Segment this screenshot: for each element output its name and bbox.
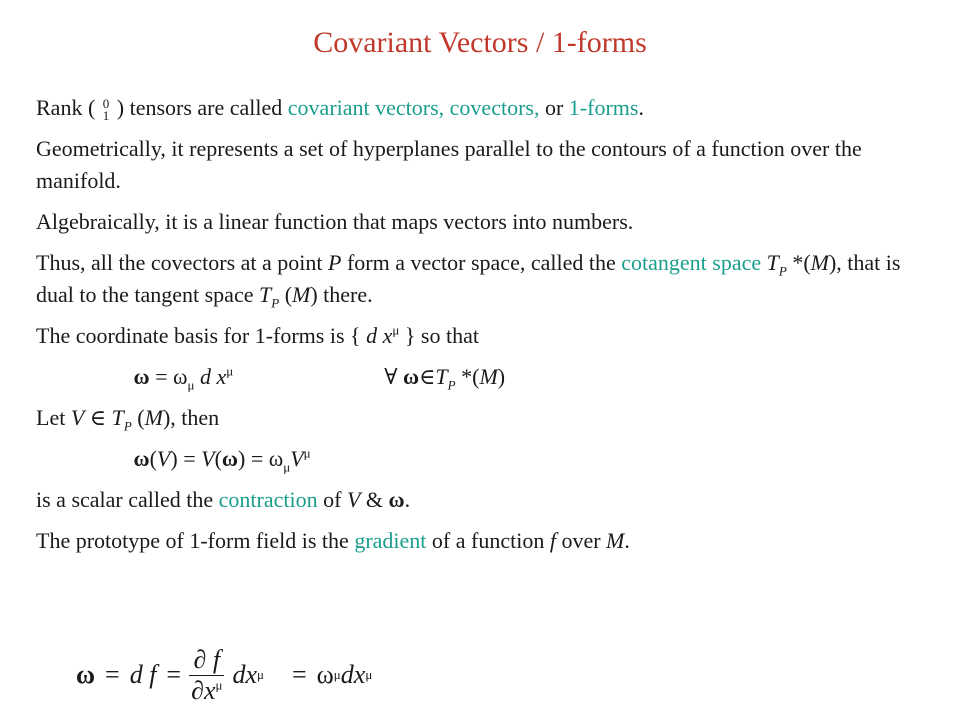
partial-derivative-fraction <box>187 644 226 705</box>
symbol-v: V <box>70 405 85 430</box>
fraction-numerator: ∂ f <box>189 647 224 676</box>
term-gradient: gradient <box>354 528 427 553</box>
symbol-v: V <box>346 487 361 512</box>
differential-df: d f <box>129 660 157 689</box>
text: The coordinate basis for 1-forms is { <box>36 323 367 348</box>
paragraph-cotangent <box>36 247 916 311</box>
symbol-m: M <box>144 405 163 430</box>
symbol-v: V <box>201 446 215 471</box>
element-of-symbol: ∈ <box>89 405 107 430</box>
text: . <box>404 487 411 512</box>
slide-title: Covariant Vectors / 1-forms <box>313 26 647 59</box>
basis-dx: d x <box>199 364 227 389</box>
text: is a scalar called the <box>36 487 214 512</box>
text: } so that <box>399 323 479 348</box>
basis-dx: d x <box>366 323 393 348</box>
text: The prototype of 1-form field is the <box>36 528 349 553</box>
omega-symbol: ω <box>133 446 150 471</box>
paragraph-geometric: Geometrically, it represents a set of hyperplanes parallel to the contours of a function over the manifold. <box>36 136 862 193</box>
rank-upper: 0 <box>102 95 110 111</box>
text: over <box>561 528 601 553</box>
symbol-f: f <box>549 528 556 553</box>
equals-sign: = <box>292 660 307 689</box>
tensor-rank-index <box>102 95 110 123</box>
symbol-t: T <box>766 250 779 275</box>
point-p: P <box>328 250 342 275</box>
subscript-mu: μ <box>187 377 195 393</box>
text: of <box>323 487 342 512</box>
omega-symbol: ω <box>403 364 420 389</box>
rank-lower: 1 <box>102 107 110 123</box>
subscript-p: P <box>123 418 132 434</box>
text: ) there. <box>310 282 373 307</box>
symbol-v: V <box>290 446 304 471</box>
subscript-p: P <box>271 295 280 311</box>
omega-symbol: ω <box>76 660 96 689</box>
slide-body <box>36 92 916 566</box>
element-of-symbol: ∈ <box>419 364 436 389</box>
equals-sign: = <box>105 660 120 689</box>
symbol-m: M <box>606 528 625 553</box>
subscript-p: P <box>778 263 787 279</box>
text: ) <box>170 446 178 471</box>
text: . <box>624 528 630 553</box>
superscript-mu: μ <box>392 322 400 338</box>
paragraph-rank-definition <box>36 92 916 124</box>
omega-component: ω <box>173 364 188 389</box>
superscript-mu: μ <box>215 676 223 692</box>
formula-gradient: ω = d f = $\frac{\partial f}{\partial x^\mu}$ dx μ = ω μ dx μ <box>76 644 373 705</box>
term-cotangent-space: cotangent space <box>621 250 762 275</box>
text: of a function <box>431 528 545 553</box>
text: ), that is dual to the tangent space <box>36 250 901 307</box>
text: . <box>638 95 644 120</box>
symbol-m: M <box>292 282 311 307</box>
text: ( <box>214 446 222 471</box>
equals-sign: = <box>183 446 196 471</box>
equals-sign: = <box>166 660 182 689</box>
text: *( <box>461 364 480 389</box>
text: ) tensors are called <box>116 95 283 120</box>
paragraph-gradient <box>36 525 916 557</box>
symbol-m: M <box>810 250 829 275</box>
fraction-denominator <box>187 676 226 704</box>
text: Thus, all the covectors at a point <box>36 250 323 275</box>
subscript-p: P <box>447 377 456 393</box>
equation-omega-expansion <box>36 361 916 393</box>
text: ) <box>238 446 246 471</box>
subscript-mu: μ <box>283 459 291 475</box>
equals-sign: = <box>250 446 264 471</box>
basis-dx: dx <box>232 660 258 689</box>
superscript-mu: μ <box>226 363 234 379</box>
symbol-m: M <box>479 364 498 389</box>
text: *( <box>792 250 811 275</box>
superscript-mu: μ <box>303 445 311 461</box>
omega-symbol: ω <box>133 364 150 389</box>
text: or <box>544 95 564 120</box>
symbol-t: T <box>435 364 448 389</box>
text: form a vector space, called the <box>346 250 616 275</box>
partial-x: ∂x <box>191 675 216 705</box>
text: ( <box>284 282 293 307</box>
term-1-forms: 1-forms <box>568 95 639 120</box>
text: & <box>365 487 384 512</box>
omega-component: ω <box>268 446 284 471</box>
basis-dx: dx <box>340 660 366 689</box>
text: ) <box>497 364 506 389</box>
text: Rank ( <box>36 95 96 120</box>
text: Let <box>36 405 66 430</box>
paragraph-let-v <box>36 402 916 434</box>
symbol-t: T <box>258 282 272 307</box>
symbol-v: V <box>156 446 171 471</box>
paragraph-scalar-contraction <box>36 484 916 516</box>
text: ), then <box>162 405 220 430</box>
term-contraction: contraction <box>218 487 318 512</box>
equation-contraction <box>36 443 916 475</box>
omega-component: ω <box>316 660 334 689</box>
symbol-t: T <box>111 405 124 430</box>
paragraph-coordinate-basis <box>36 320 916 352</box>
omega-symbol: ω <box>388 487 405 512</box>
omega-symbol: ω <box>221 446 238 471</box>
forall-symbol: ∀ <box>384 364 398 389</box>
term-covariant-vectors: covariant vectors, covectors, <box>287 95 540 120</box>
paragraph-algebraic: Algebraically, it is a linear function that maps vectors into numbers. <box>36 209 634 234</box>
equals-sign: = <box>155 364 168 389</box>
text: ( <box>137 405 145 430</box>
text: ( <box>149 446 157 471</box>
